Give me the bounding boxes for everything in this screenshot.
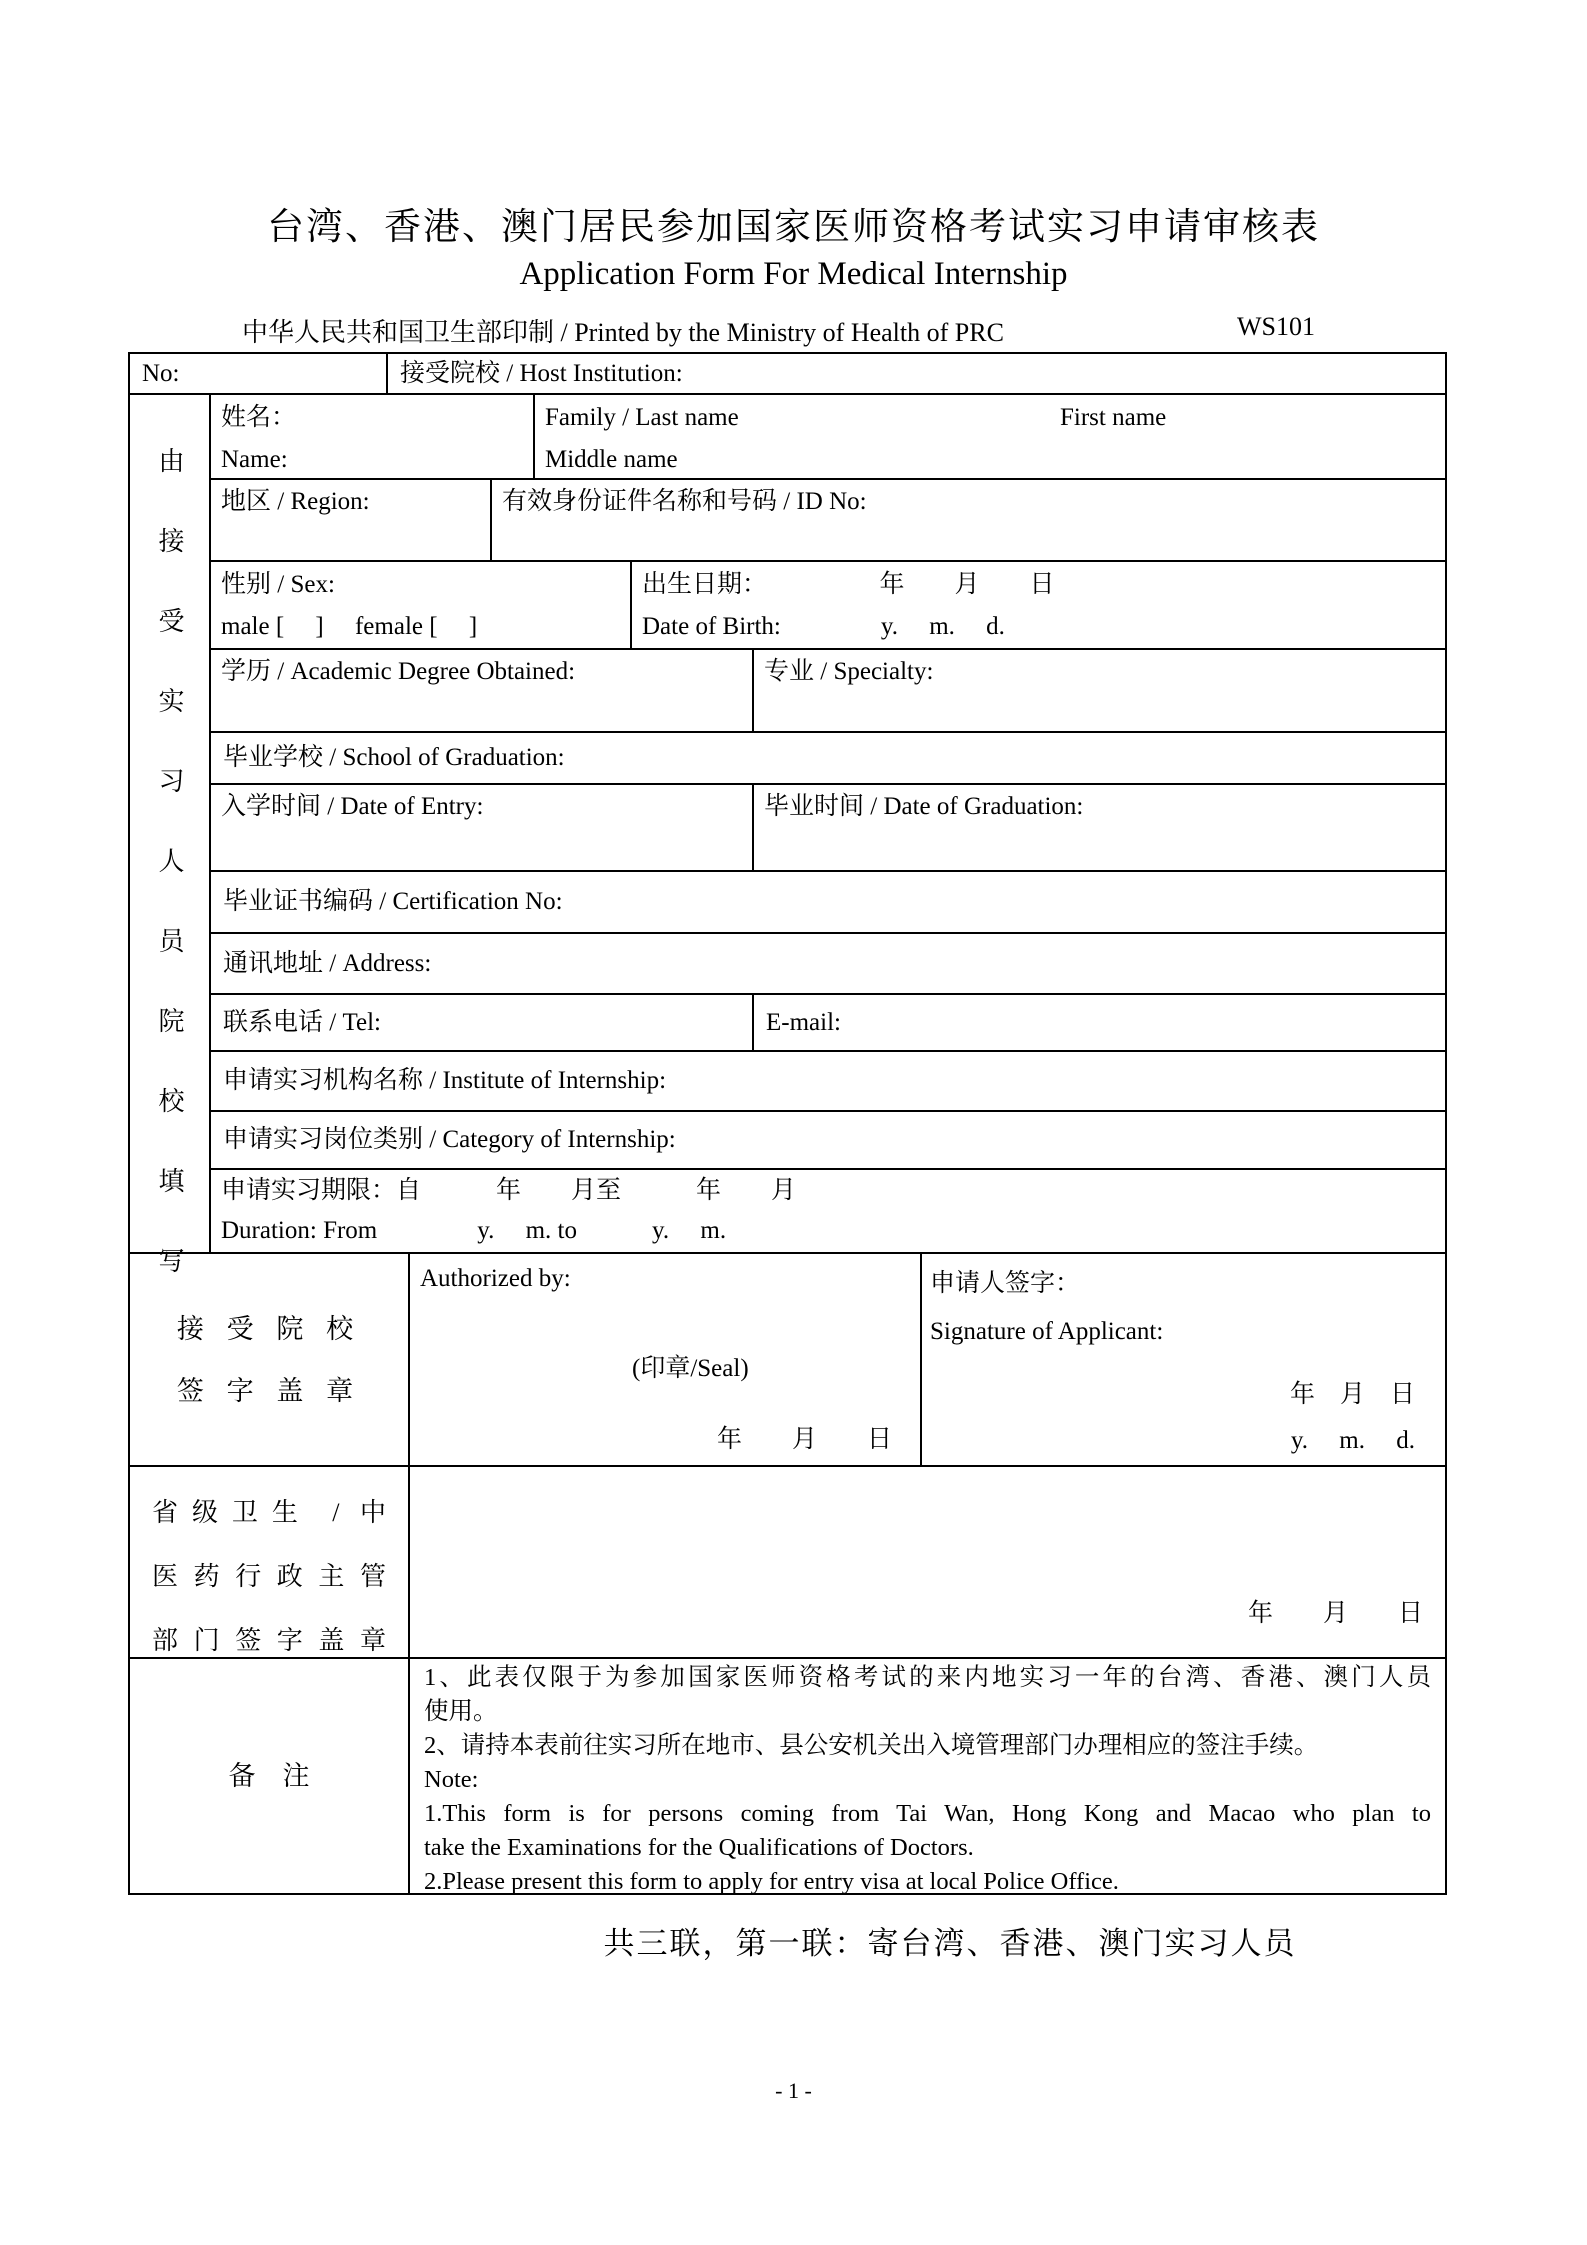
host-institution-cell: 接受院校 / Host Institution: — [386, 352, 1447, 393]
graduation-date-cell: 毕业时间 / Date of Graduation: — [752, 783, 1447, 870]
sex-cell — [209, 560, 630, 648]
certification-no-cell: 毕业证书编码 / Certification No: — [209, 870, 1447, 932]
notes-content-cell — [408, 1657, 1447, 1895]
middle-name-label: Middle name — [545, 446, 678, 473]
notes-label-cell: 备 注 — [128, 1657, 408, 1895]
host-signature-label-cell — [128, 1252, 408, 1465]
sidebar-vertical-label: 由接受实习人员院校填写 — [155, 447, 185, 1327]
province-signature-label-cell — [128, 1465, 408, 1657]
duration-cn: 申请实习期限：自 年 月至 年 月 — [221, 1177, 797, 1204]
applicant-date-cn: 年 月 日 — [1289, 1381, 1415, 1408]
printed-by-line: 中华人民共和国卫生部印制 / Printed by the Ministry of Health of PRC — [242, 318, 1004, 347]
host-signature-label-line2: 签 字 盖 章 — [176, 1375, 362, 1406]
host-signature-label-line1: 接 受 院 校 — [176, 1313, 362, 1344]
category-cell: 申请实习岗位类别 / Category of Internship: — [209, 1110, 1447, 1168]
degree-cell: 学历 / Academic Degree Obtained: — [209, 648, 752, 731]
applicant-signature-cell — [920, 1252, 1447, 1465]
name-label-en: Name: — [221, 446, 288, 473]
name-label-cn: 姓名： — [221, 404, 297, 431]
tel-cell: 联系电话 / Tel: — [209, 993, 752, 1050]
dob-label-cn: 出生日期： 年 月 日 — [642, 571, 1055, 598]
authorized-by-cell — [408, 1252, 920, 1465]
school-cell: 毕业学校 / School of Graduation: — [209, 731, 1447, 783]
note-line: Note: — [424, 1766, 479, 1793]
province-label-line3: 部门签字盖章 — [152, 1626, 386, 1655]
page-title-en: Application Form For Medical Internship — [519, 256, 1068, 292]
note-line: 2.Please present this form to apply for entry visa at local Police Office. — [424, 1868, 1119, 1895]
seal-label: (印章/Seal) — [632, 1355, 749, 1382]
family-last-name-label: Family / Last name — [545, 404, 739, 431]
entry-date-cell: 入学时间 / Date of Entry: — [209, 783, 752, 870]
note-line: 1.This form is for persons coming from Tai Wan, Hong Kong and Macao who plan to — [424, 1800, 1431, 1827]
region-label-cell: 地区 / Region: — [209, 478, 490, 560]
duration-cell — [209, 1168, 1447, 1252]
name-label-cell — [209, 393, 533, 478]
province-label-line2: 医药行政主管 — [152, 1562, 386, 1591]
note-line: take the Examinations for the Qualifications of Doctors. — [424, 1834, 974, 1861]
name-value-cell — [533, 393, 1447, 478]
id-no-cell: 有效身份证件名称和号码 / ID No: — [490, 478, 1447, 560]
footer-copies-note: 共三联，第一联：寄台湾、香港、澳门实习人员 — [603, 1926, 1297, 1961]
form-code: WS101 — [1237, 312, 1315, 341]
specialty-cell: 专业 / Specialty: — [752, 648, 1447, 731]
sex-label: 性别 / Sex: — [221, 571, 335, 598]
applicant-signature-label-en: Signature of Applicant: — [930, 1318, 1164, 1345]
dob-label-en: Date of Birth: y. m. d. — [642, 613, 1005, 640]
note-line: 2、请持本表前往实习所在地市、县公安机关出入境管理部门办理相应的签注手续。 — [424, 1732, 1319, 1759]
duration-en: Duration: From y. m. to y. m. — [221, 1217, 727, 1244]
note-line: 使用。 — [424, 1698, 498, 1725]
sidebar-filled-by-cell — [128, 393, 209, 1327]
authorized-date-cn: 年 月 日 — [716, 1426, 892, 1454]
authorized-by-label: Authorized by: — [420, 1265, 571, 1292]
address-cell: 通讯地址 / Address: — [209, 932, 1447, 993]
province-date-cn: 年 月 日 — [1247, 1600, 1423, 1628]
applicant-date-en: y. m. d. — [1290, 1427, 1415, 1454]
institute-cell: 申请实习机构名称 / Institute of Internship: — [209, 1050, 1447, 1110]
province-label-line1: 省级卫生 / 中 — [152, 1498, 386, 1527]
note-line: 1、此表仅限于为参加国家医师资格考试的来内地实习一年的台湾、香港、澳门人员 — [424, 1664, 1431, 1691]
applicant-signature-label-cn: 申请人签字： — [930, 1270, 1081, 1297]
first-name-label: First name — [1060, 404, 1167, 431]
province-signature-date-cell — [408, 1465, 1447, 1657]
sex-options: male [ ] female [ ] — [221, 613, 478, 640]
dob-cell — [630, 560, 1447, 648]
no-label-cell: No: — [128, 352, 386, 393]
page-title-cn: 台湾、香港、澳门居民参加国家医师资格考试实习申请审核表 — [267, 207, 1320, 248]
email-cell: E-mail: — [752, 993, 1447, 1050]
page-number: - 1 - — [775, 2078, 812, 2103]
form-table — [128, 352, 1447, 1895]
